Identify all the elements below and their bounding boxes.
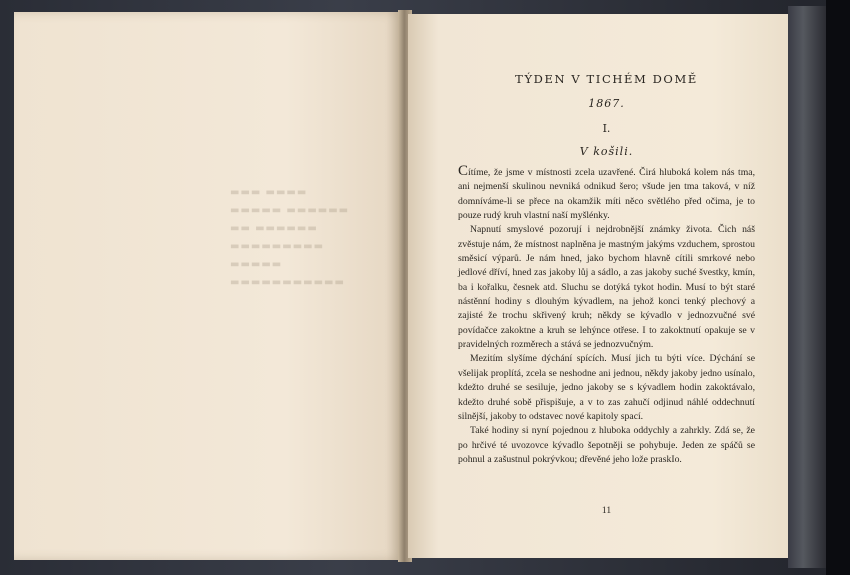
chapter-title: V košili. [579, 145, 634, 158]
paragraph-text: ítíme, že jsme v místnosti zcela uzavřené. Čirá hluboká kolem nás tma, ani nejmenší skulinou nevniká odnikud šero; všude jen tma taková, v níž domníváme-li se přece na okamžik míti něco světlého před očima, je to pouze rudý kruh vlastní naší myšlénky. [458, 167, 755, 222]
year-heading: 1867. [588, 97, 625, 110]
paragraph-text: Také hodiny si nyní pojednou z hluboka oddychly a zahrkly. Zdá se, že po hrčivé té uvozovce kývadlo šepotněji se pohybuje. Jeden ze spáčů se pohnul a zašustnul pokrývkou; dřevěné jeho lože praskIo. [458, 425, 755, 465]
drop-cap: C [458, 163, 469, 179]
paragraph-3 [458, 352, 755, 424]
show-through-text: ▬▬▬ ▬▬▬▬ ▬▬▬▬▬ ▬▬▬▬▬▬ ▬▬ ▬▬▬▬▬▬ ▬▬▬▬▬▬▬▬▬ ▬▬▬▬▬ ▬▬▬▬▬▬▬▬▬▬▬ [230, 187, 350, 288]
section-number: I. [602, 122, 611, 135]
paragraph-4 [458, 424, 755, 467]
paragraph-2 [458, 223, 755, 352]
left-page-blank [14, 12, 402, 560]
paragraph-1 [458, 164, 755, 223]
page-number: 11 [601, 506, 612, 516]
background-strip [826, 0, 850, 575]
book-title: TÝDEN V TICHÉM DOMĚ [515, 72, 698, 86]
paragraph-text: Mezitím slyšíme dýchání spících. Musí jich tu býti více. Dýchání se všelijak proplítá, zcela se neshodne ani jednou, někdy jakoby jedno usínalo, kdežto druhé se sesiluje, jedno jakoby se s kývadlem hodin zakoktávalo, kdežto druhé sobě přispišuje, a v to zas zahučí odjinud náhlé oddechnutí silnější, jakoby to odstavec nové kapitoly spací. [458, 353, 755, 422]
book-cover-right [788, 6, 826, 568]
paragraph-text: Napnutí smyslové pozorují i nejdrobnější známky života. Čich náš zvěstuje nám, že místnost naplněna je mastným jakýms vzduchem, sprostou směsicí výparů. Je nám hned, jako bychom hlavně cítili smrkové nebo jedlové dříví, hned zas jakoby lůj a sádlo, a zas jakoby suché švestky, kmín, ba i kořalku, česnek atd. Sluchu se dotýká tykot hodin. Musí to být staré nástěnní hodiny s dlouhým kývadlem, na jehož konci tenký plechový a zajisté že trochu skřivený kruh; někdy se kývadlo v jednozvučné své povídačce zakoktne a kruh se lehýnce otřese. I to zakoktnutí opakuje se v pravidelných rozměrech a stává se jednozvučným. [458, 224, 755, 351]
body-text [458, 164, 755, 467]
